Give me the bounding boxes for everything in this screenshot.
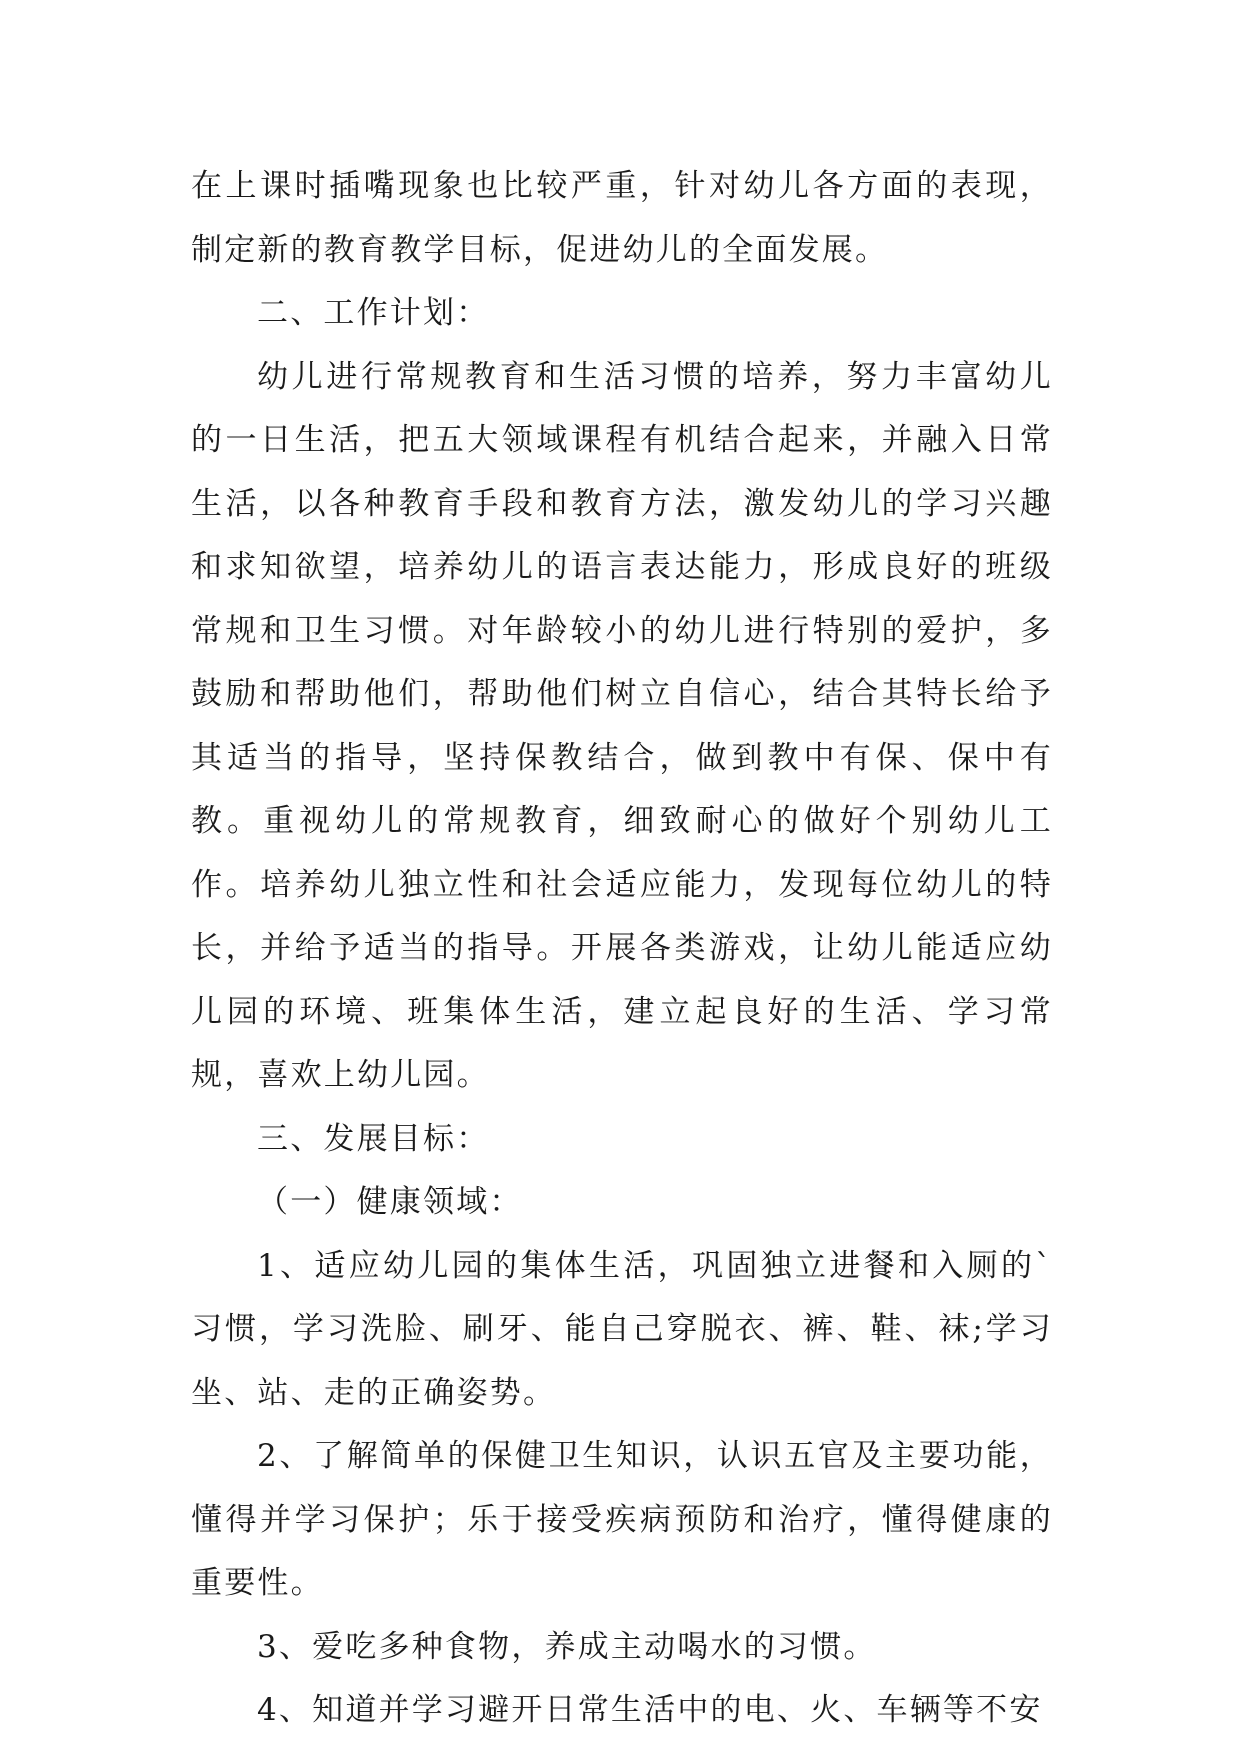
- section-heading-work-plan: 二、工作计划：: [257, 295, 490, 331]
- paragraph-work-plan: 幼儿进行常规教育和生活习惯的培养，努力丰富幼儿的一日生活，把五大领域课程有机结合起来，并融入日常生活，以各种教育手段和教育方法，激发幼儿的学习兴趣和求知欲望，培养幼儿的语言表达能力，形成良好的班级常规和卫生习惯。对年龄较小的幼儿进行特别的爱护，多鼓励和帮助他们，帮助他们树立自信心，结合其特长给予其适当的指导，坚持保教结合，做到教中有保、保中有教。重视幼儿的常规教育，细致耐心的做好个别幼儿工作。培养幼儿独立性和社会适应能力，发现每位幼儿的特长，并给予适当的指导。开展各类游戏，让幼儿能适应幼儿园的环境、班集体生活，建立起良好的生活、学习常规，喜欢上幼儿园。: [191, 358, 1053, 1093]
- list-item-health-2: 2、了解简单的保健卫生知识，认识五官及主要功能，懂得并学习保护；乐于接受疾病预防和治疗，懂得健康的重要性。: [191, 1438, 1053, 1601]
- list-item-health-1: 1、适应幼儿园的集体生活，巩固独立进餐和入厕的`习惯，学习洗脸、刷牙、能自己穿脱衣、裤、鞋、袜;学习坐、站、走的正确姿势。: [191, 1247, 1053, 1411]
- subsection-heading-health: （一）健康领域：: [257, 1184, 523, 1220]
- document-body: [191, 155, 1053, 1743]
- list-item-health-3: 3、爱吃多种食物，养成主动喝水的习惯。: [257, 1628, 877, 1665]
- list-item-health-4: 4、知道并学习避开日常生活中的电、火、车辆等不安: [257, 1692, 1043, 1728]
- section-heading-development-goals: 三、发展目标：: [257, 1120, 490, 1157]
- paragraph-continuation: 在上课时插嘴现象也比较严重，针对幼儿各方面的表现，制定新的教育教学目标，促进幼儿的全面发展。: [191, 168, 1053, 268]
